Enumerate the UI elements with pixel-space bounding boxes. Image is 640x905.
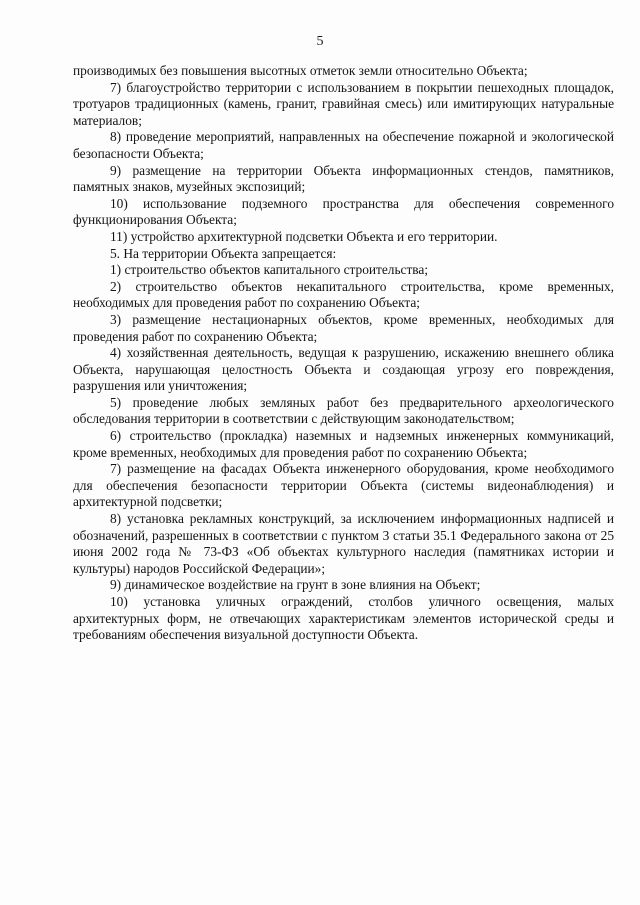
paragraph-item-9-stands: 9) размещение на территории Объекта информационных стендов, памятников, памятных знаков, музейных экспозиций; [73, 162, 614, 195]
paragraph-item-10-underground: 10) использование подземного пространства для обеспечения современного функционирования Объекта; [73, 195, 614, 228]
paragraph-item-11-lighting: 11) устройство архитектурной подсветки Объекта и его территории. [110, 228, 498, 244]
page-number: 5 [316, 34, 324, 49]
section-5-heading: 5. На территории Объекта запрещается: [110, 245, 337, 261]
paragraph-prohibited-1: 1) строительство объектов капитального строительства; [110, 262, 429, 278]
paragraph-prohibited-6: 6) строительство (прокладка) наземных и надземных инженерных коммуникаций, кроме временных, необходимых для проведения работ по сохранению Объекта; [73, 428, 614, 460]
paragraph-prohibited-8: 8) установка рекламных конструкций, за исключением информационных надписей и обозначений, разрешенных в соответствии с пунктом 3 статьи 35.1 Федерального закона от 25 июня 2002 года № 73-ФЗ «Об объектах культурного наследия (памятниках истории и культуры) народов Российской Федерации»; [73, 511, 614, 576]
paragraph-prohibited-7: 7) размещение на фасадах Объекта инженерного оборудования, кроме необходимого для обеспечения безопасности территории Объекта (системы видеонаблюдения) и архитектурной подсветки; [73, 461, 614, 510]
paragraph-prohibited-4: 4) хозяйственная деятельность, ведущая к разрушению, искажению внешнего облика Объекта, нарушающая целостность Объекта и создающая угрозу его повреждения, разрушения или уничтожения; [73, 345, 614, 394]
paragraph-continuation: производимых без повышения высотных отметок земли относительно Объекта; [73, 63, 528, 78]
paragraph-prohibited-5: 5) проведение любых земляных работ без предварительного археологического обследования территории в соответствии с действующим законодательством; [73, 394, 614, 427]
paragraph-prohibited-9: 9) динамическое воздействие на грунт в зоне влияния на Объект; [110, 577, 481, 593]
document-body [73, 63, 614, 644]
paragraph-prohibited-3: 3) размещение нестационарных объектов, кроме временных, необходимых для проведения работ по сохранению Объекта; [73, 311, 614, 344]
paragraph-prohibited-10: 10) установка уличных ограждений, столбов уличного освещения, малых архитектурных форм, не отвечающих характеристикам элементов исторической среды и требованиям обеспечения визуальной доступности Объекта. [73, 594, 614, 643]
paragraph-prohibited-2: 2) строительство объектов некапитального строительства, кроме временных, необходимых для проведения работ по сохранению Объекта; [73, 278, 614, 311]
paragraph-item-8-safety: 8) проведение мероприятий, направленных на обеспечение пожарной и экологической безопасности Объекта; [73, 129, 614, 161]
paragraph-item-7-landscaping: 7) благоустройство территории с использованием в покрытии пешеходных площадок, тротуаров традиционных (камень, гранит, гравийная смесь) или имитирующих натуральные материалов; [73, 79, 614, 128]
